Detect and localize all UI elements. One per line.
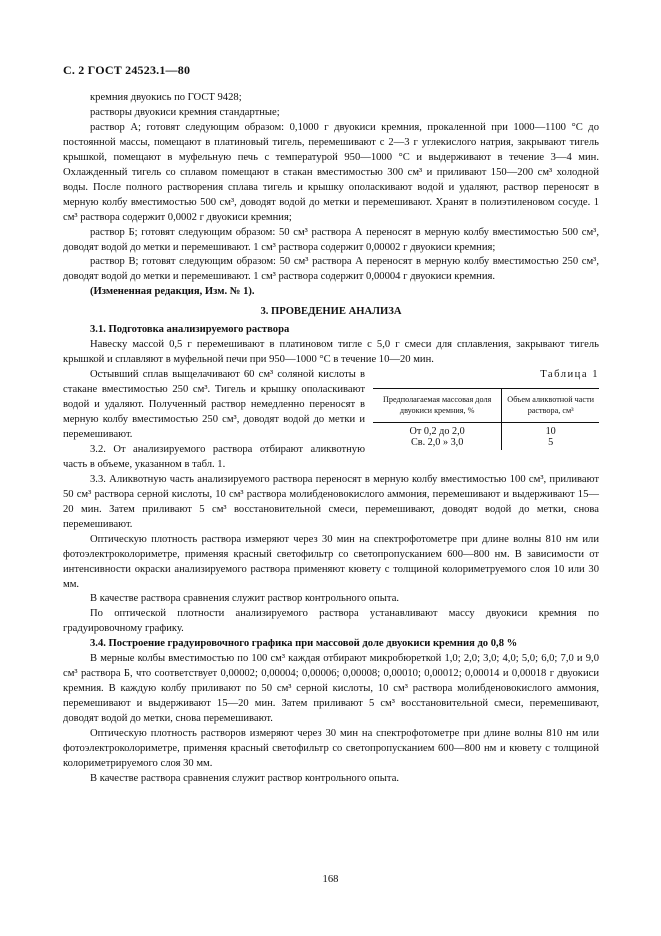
paragraph: 3.2. От анализируемого раствора отбирают аликвотную часть в объеме, указанном в табл. 1. [63,443,365,470]
table-header-aliquot-volume: Объем аликвотной части раствора, см³ [502,389,599,423]
paragraph: раствор Б; готовят следующим образом: 50 см³ раствора А переносят в мерную колбу вместимостью 500 см³, доводят водой до метки и перемешивают. 1 см³ раствора содержит 0,00002 г двуокиси кремния; [63,226,599,253]
table-header-mass-fraction: Предполагаемая массовая доля двуокиси кремния, % [373,389,502,423]
paragraph: 3.3. Аликвотную часть анализируемого раствора переносят в мерную колбу вместимостью 100 см³, приливают 50 см³ раствора серной кислоты, 10 см³ раствора молибденовокислого аммония, перемешивают и выдерживают 15—20 мин. Затем приливают 5 см³ восстановительной смеси, перемешивают, доводят водой до метки, снова перемешивают. [63,473,599,530]
section-title: 3. ПРОВЕДЕНИЕ АНАЛИЗА [260,306,402,318]
table-caption: Таблица 1 [540,369,599,381]
subsection-3-1-heading: 3.1. Подготовка анализируемого раствора [90,324,290,336]
page-header: С. 2 ГОСТ 24523.1—80 [63,63,191,77]
table-row [373,423,599,438]
document-body [63,91,599,787]
paragraph: Остывший сплав выщелачивают 60 см³ соляной кислоты в стакане вместимостью 250 см³. Тигель и крышку ополаскивают водой и удаляют. Полученный раствор немедленно переносят в мерную колбу вместимостью 250 см³, доводят водой до метки и перемешивают. [63,369,365,440]
table-cell-volume: 10 [545,426,556,438]
amendment-note: (Измененная редакция, Изм. № 1). [90,286,255,298]
table-1 [373,368,599,450]
paragraph: Оптическую плотность раствора измеряют через 30 мин на спектрофотометре при длине волны 810 нм или фотоэлектроколориметре, применяя красный светофильтр со светопропусканием 600—800 нм. В зависимости от интенсивности окраски анализируемого раствора применяют кювету с толщиной колориметруемого слоя 10 или 30 мм. [63,533,599,590]
paragraph: В мерные колбы вместимостью по 100 см³ каждая отбирают микробюреткой 1,0; 2,0; 3,0; 4,0; 5,0; 6,0; 7,0 и 9,0 см³ раствора Б, что соответствует 0,00002; 0,00004; 0,00006; 0,00008; 0,00010; 0,00012; 0,00014 и 0,00018 г двуокиси кремния. В каждую колбу приливают по 50 см³ серной кислоты, 10 см³ раствора молибденовокислого аммония, перемешивают и выдерживают 15—20 мин. Затем приливают 5 см³ восстановительной смеси, перемешивают, доводят водой до метки, снова перемешивают. [63,653,599,725]
paragraph: Оптическую плотность растворов измеряют через 30 мин на спектрофотометре при длине волны 810 нм или фотоэлектроколориметре, применяя красный светофильтр со светопропусканием 600—800 нм и кювету с толщиной колориметрируемого слоя 30 мм. [63,728,599,769]
subsection-3-4-heading: 3.4. Построение градуировочного графика при массовой доле двуокиси кремния до 0,8 % [90,638,518,650]
table-cell-range: От 0,2 до 2,0 [373,423,502,438]
text-with-table [63,368,599,473]
table-row [373,437,599,450]
paragraph: растворы двуокиси кремния стандартные; [90,106,280,118]
table-cell-volume: 5 [548,437,554,449]
page-number: 168 [322,874,339,885]
paragraph: кремния двуокись по ГОСТ 9428; [90,92,242,103]
paragraph: В качестве раствора сравнения служит раствор контрольного опыта. [90,772,400,784]
paragraph: раствор В; готовят следующим образом: 50 см³ раствора А переносят в мерную колбу вместимостью 250 см³, доводят водой до метки и перемешивают. 1 см³ раствора содержит 0,00004 г двуокиси кремния. [63,256,599,283]
aliquot-table [373,388,599,450]
paragraph: Навеску массой 0,5 г перемешивают в платиновом тигле с 5,0 г смеси для сплавления, закрывают тигель крышкой и сплавляют в муфельной печи при 950—1000 °С в течение 10—20 мин. [63,339,599,366]
paragraph: По оптической плотности анализируемого раствора устанавливают массу двуокиси кремния по градуировочному графику. [63,608,599,635]
paragraph: раствор А; готовят следующим образом: 0,1000 г двуокиси кремния, прокаленной при 1000—1100 °С до постоянной массы, помещают в платиновый тигель, перемешивают с 2—3 г углекислого натрия, закрывают тигель крышкой, помещают в муфельную печь с температурой 950—1000 °С и выдерживают в течение 3—4 мин. Охлажденный тигель со сплавом помещают в стакан вместимостью 300 см³ и приливают 150—200 см³ холодной воды. После полного растворения сплава тигель и крышку ополаскивают водой и удаляют, раствор переносят в мерную колбу вместимостью 500 см³, доводят водой до метки и перемешивают. Хранят в полиэтиленовом сосуде. 1 см³ раствора содержит 0,0002 г двуокиси кремния; [63,121,599,223]
table-cell-range: Св. 2,0 » 3,0 [373,437,502,450]
paragraph: В качестве раствора сравнения служит раствор контрольного опыта. [90,593,400,605]
